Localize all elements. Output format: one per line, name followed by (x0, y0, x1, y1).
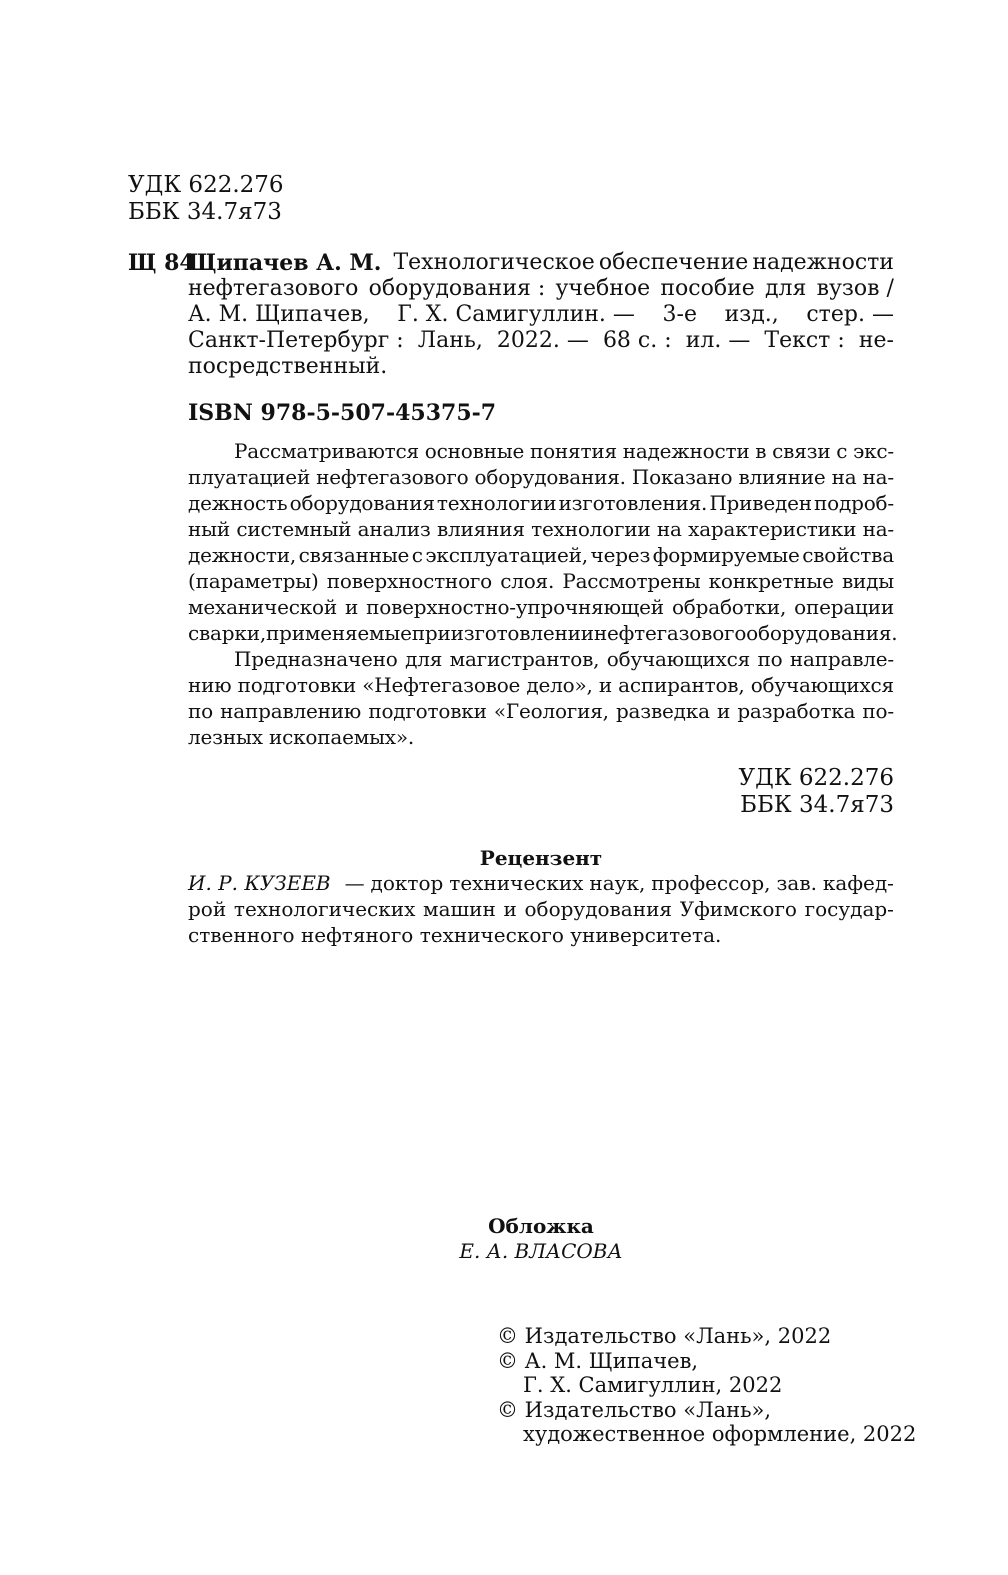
bib-line: Щипачев А. М. Технологическое обеспечение надежности (188, 250, 894, 276)
bib-line: нефтегазового оборудования : учебное пособие для вузов / (188, 276, 894, 301)
reviewer-heading: Рецензент (479, 846, 603, 870)
cover-heading: Обложка (488, 1214, 594, 1238)
copyright-line: © Издательство «Лань», (497, 1397, 772, 1422)
classification-codes-right (738, 765, 894, 819)
bib-author: Щипачев А. М. (188, 250, 382, 276)
bbk-code: ББК 34.7я73 (740, 792, 894, 818)
udk-code: УДК 622.276 (738, 765, 894, 791)
bbk-code: ББК 34.7я73 (128, 199, 282, 225)
copyright-line: © Издательство «Лань», 2022 (497, 1324, 832, 1348)
reviewer-info (188, 870, 894, 948)
cover-designer: Е. А. ВЛАСОВА (459, 1239, 623, 1263)
annotation-line: механической и поверхностно-упрочняющей обработки, операции (188, 595, 894, 619)
annotation-line: по направлению подготовки «Геология, разведка и разработка по- (188, 699, 894, 723)
isbn: ISBN 978-5-507-45375-7 (188, 400, 497, 426)
annotation-line: ный системный анализ влияния технологии на характеристики на- (188, 517, 894, 541)
annotation-line: лезных ископаемых». (188, 725, 415, 749)
reviewer-line: ственного нефтяного технического университета. (188, 923, 722, 947)
annotation-line: сварки, применяемые при изготовлении нефтегазового оборудования. (188, 621, 898, 645)
annotation-line: плуатацией нефтегазового оборудования. Показано влияние на на- (188, 465, 894, 489)
classification-codes-top (128, 172, 284, 226)
bib-line: посредственный. (188, 354, 388, 379)
reviewer-line: рой технологических машин и оборудования Уфимского государ- (188, 897, 894, 921)
copyright-line: Г. Х. Самигуллин, 2022 (523, 1373, 783, 1397)
bib-line: А. М. Щипачев, Г. Х. Самигуллин. — 3-е изд., стер. — (188, 302, 894, 327)
annotation (188, 438, 898, 750)
copyright-block (497, 1324, 916, 1447)
annotation-line: Рассматриваются основные понятия надежности в связи с экс- (234, 439, 894, 463)
annotation-line: Предназначено для магистрантов, обучающихся по направле- (234, 647, 894, 671)
bibliographic-record (188, 250, 894, 380)
author-mark: Щ 84 (128, 250, 195, 276)
annotation-line: (параметры) поверхностного слоя. Рассмотрены конкретные виды (188, 569, 894, 593)
annotation-line: дежности, связанные с эксплуатацией, через формируемые свойства (188, 543, 894, 567)
reviewer-line: И. Р. КУЗЕЕВ — доктор технических наук, профессор, зав. кафед- (188, 871, 894, 895)
annotation-line: дежность оборудования технологии изготовления. Приведен подроб- (188, 491, 894, 515)
bib-line: Санкт-Петербург : Лань, 2022. — 68 с. : ил. — Текст : не- (188, 328, 894, 353)
annotation-line: нию подготовки «Нефтегазовое дело», и аспирантов, обучающихся (188, 673, 894, 697)
copyright-line: художественное оформление, 2022 (523, 1422, 917, 1446)
udk-code: УДК 622.276 (128, 172, 284, 198)
reviewer-name: И. Р. КУЗЕЕВ (188, 871, 331, 895)
copyright-line: © А. М. Щипачев, (497, 1348, 699, 1373)
